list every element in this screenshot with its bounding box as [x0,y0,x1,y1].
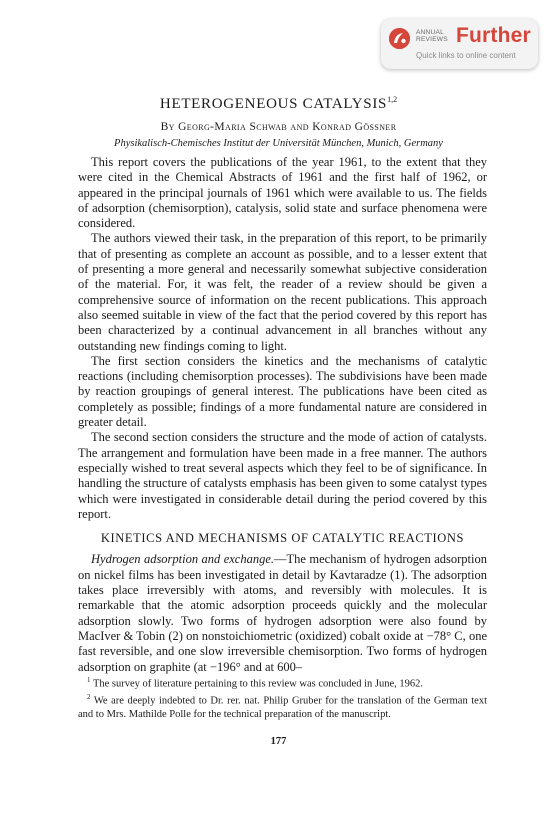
byline: By Georg-Maria Schwab and Konrad Gössner [160,121,397,133]
article-title [0,95,557,113]
page-number: 177 [270,736,287,747]
footnote-2 [78,691,487,722]
further-subtitle: Quick links to online content [416,51,516,60]
footnote-1-text: The survey of literature pertaining to this review was concluded in June, 1962. [92,678,424,690]
footnote-1 [78,674,487,691]
paragraph-2: The authors viewed their task, in the preparation of this report, to be primarily that of presenting as complete an account as possible, and to a lesser extent that of presenting a more general and necessarily somewhat subjective consideration of the material. For, it was felt, the reader of a review should be given a comprehensive source of information on the recent publications. This approach also seemed suitable in view of the fact that the period covered by this report has been characterized by a continual advancement in all branches without any outstanding new findings coming to light. [78,231,487,353]
footnote-2-text: We are deeply indebted to Dr. rer. nat. Philip Gruber for the translation of the German text and to Mrs. Mathilde Polle for the technical preparation of the manuscript. [78,695,487,721]
further-badge[interactable] [381,19,538,69]
subsection-title: Hydrogen adsorption and exchange. [91,552,275,567]
further-label[interactable]: Further [456,24,531,47]
affiliation: Physikalisch-Chemisches Institut der Universität München, Munich, Germany [114,138,443,149]
publisher-label [416,29,454,43]
footnotes [78,674,487,722]
title-text: HETEROGENEOUS CATALYSIS [159,96,388,112]
paragraph-1: This report covers the publications of the year 1961, to the extent that they were cited in the Chemical Abstracts of 1961 and the first half of 1962, or appeared in the principal journals of 1961 which were available to us. The fields of adsorption (chemisorption), catalysis, solid state and surface phenomena were considered. [78,155,487,231]
article-body [78,155,487,675]
section-heading: KINETICS AND MECHANISMS OF CATALYTIC REACTIONS [100,531,465,546]
footnote-1-mark: 1 [87,676,91,684]
title-footnote-refs: 1,2 [387,95,398,104]
subsection-paragraph [78,552,487,674]
annual-reviews-logo-icon [389,28,410,49]
publisher-line1: ANNUAL [416,29,444,36]
paragraph-3: The first section considers the kinetics and the mechanisms of catalytic reactions (including chemisorption processes). The subdivisions have been made by reaction groupings of general interest. The publications have been cited as completely as possible; findings of a more fundamental nature are considered in greater detail. [78,353,487,430]
footnote-2-mark: 2 [87,693,91,702]
publisher-line2: REVIEWS [416,36,448,43]
paragraph-4: The second section considers the structure and the mode of action of catalysts. The arrangement and formulation have been made in a free manner. The authors especially wished to treat several aspects which they feel to be of significance. In handling the structure of catalysts emphasis has been given to some catalyst types which were investigated in considerable detail during the period covered by this report. [78,430,487,521]
subsection-text: —The mechanism of hydrogen adsorption on nickel films has been investigated in detail by Kavtaradze (1). The adsorption takes place irreversibly with atoms, and reversibly with molecules. It is remarkable that the atomic adsorption proceeds quickly and the molecular adsorption slowly. Two forms of hydrogen adsorption were also found by MacIver & Tobin (2) on nonstoichiometric (oxidized) cobalt oxide at −78° C, one fast reversible, and one slow irreversible chemisorption. Two forms of hydrogen adsorption on graphite (at −196° and at 600– [78,552,487,674]
